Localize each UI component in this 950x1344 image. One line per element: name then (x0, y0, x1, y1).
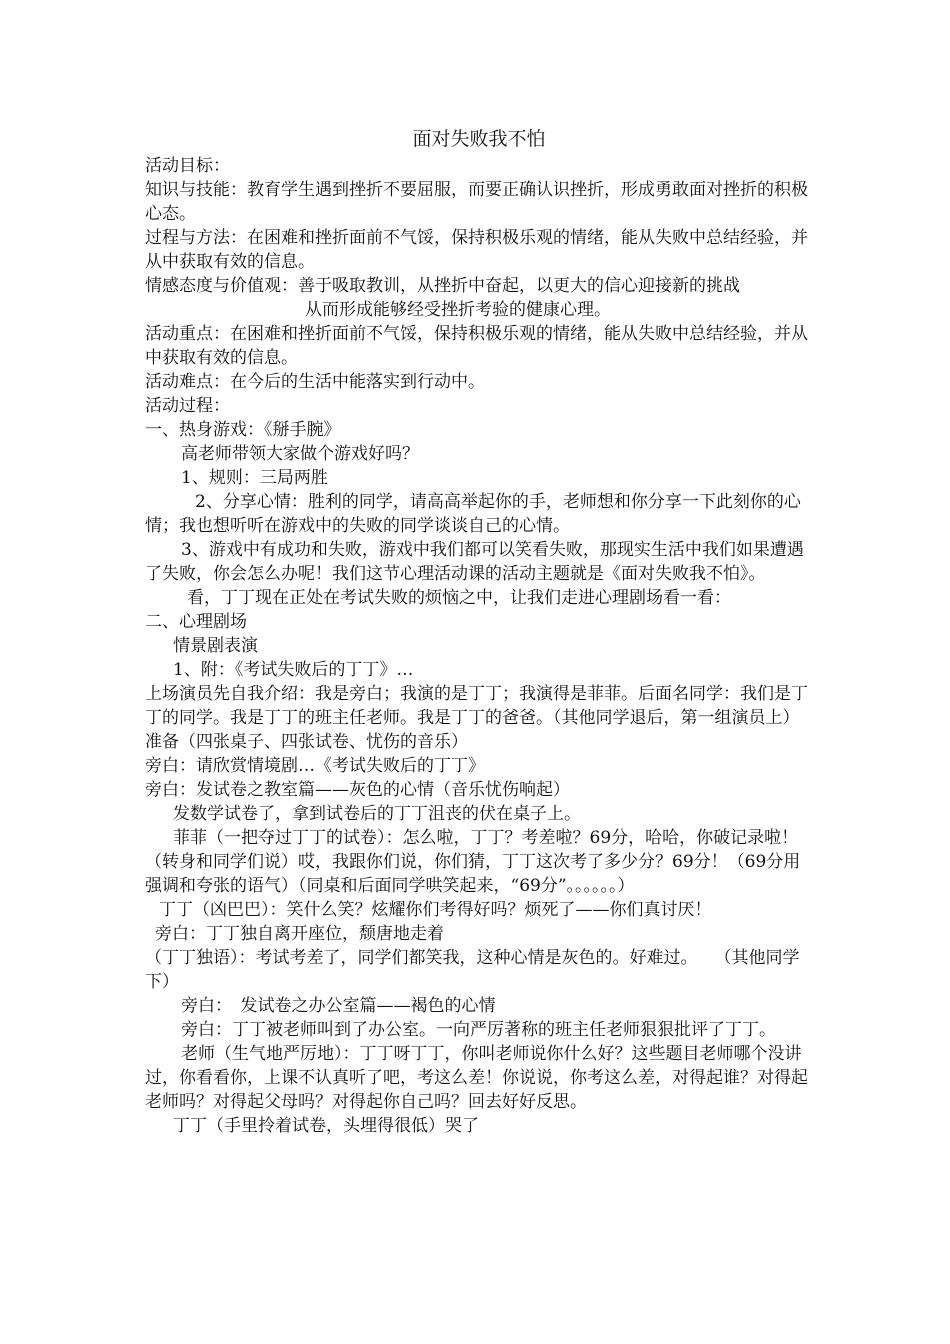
paragraph: 旁白： 发试卷之办公室篇——褐色的心情 (181, 996, 496, 1016)
list-item: 1、规则：三局两胜 (181, 468, 328, 488)
paragraph-continuation: 从而形成能够经受挫折考验的健康心理。 (305, 300, 611, 320)
paragraph: 老师（生气地严厉地）：丁丁呀丁丁，你叫老师说你什么好？这些题目老师哪个没讲过，你看看你，上课不认真听了吧，考这么差！你说说，你考这么差，对得起谁？对得起老师吗？对得起父母吗？对得起你自己吗？回去好好反思。 (145, 1044, 808, 1112)
document-page (145, 126, 813, 1138)
paragraph: 丁丁（凶巴巴）：笑什么笑？炫耀你们考得好吗？烦死了——你们真讨厌！ (159, 900, 712, 920)
paragraph: 活动难点：在今后的生活中能落实到行动中。 (145, 372, 485, 392)
paragraph: 高老师带领大家做个游戏好吗？ (181, 444, 419, 464)
paragraph: 知识与技能：教育学生遇到挫折不要屈服，而要正确认识挫折，形成勇敢面对挫折的积极心态。 (145, 180, 808, 224)
paragraph: （丁丁独语）：考试考差了，同学们都笑我，这种心情是灰色的。好难过。 （其他同学下） (145, 948, 800, 992)
section-heading: 一、热身游戏：《掰手腕》 (145, 420, 341, 440)
paragraph: 过程与方法：在困难和挫折面前不气馁，保持积极乐观的情绪，能从失败中总结经验，并从中获取有效的信息。 (145, 228, 808, 272)
list-item: 2、分享心情：胜利的同学，请高高举起你的手，老师想和你分享一下此刻你的心情；我也想听听在游戏中的失败的同学谈谈自己的心情。 (145, 492, 801, 536)
paragraph: 丁丁（手里拎着试卷，头埋得很低）哭了 (173, 1116, 479, 1136)
list-item: 3、游戏中有成功和失败，游戏中我们都可以笑看失败，那现实生活中我们如果遭遇了失败，你会怎么办呢！我们这节心理活动课的活动主题就是《面对失败我不怕》。 (145, 540, 804, 584)
paragraph: 上场演员先自我介绍：我是旁白；我演的是丁丁；我演得是菲菲。后面名同学：我们是丁丁的同学。我是丁丁的班主任老师。我是丁丁的爸爸。（其他同学退后，第一组演员上）准备（四张桌子、四张试卷、忧伤的音乐） (145, 684, 808, 752)
paragraph: 情感态度与价值观：善于吸取教训，从挫折中奋起，以更大的信心迎接新的挑战 (145, 276, 740, 296)
paragraph: 情景剧表演 (173, 636, 258, 656)
paragraph: 活动重点：在困难和挫折面前不气馁，保持积极乐观的情绪，能从失败中总结经验，并从中获取有效的信息。 (145, 324, 808, 368)
paragraph: 旁白：丁丁被老师叫到了办公室。一向严厉著称的班主任老师狠狠批评了丁丁。 (181, 1020, 776, 1040)
paragraph: 旁白：丁丁独自离开座位，颓唐地走着 (155, 924, 444, 944)
section-heading: 二、心理剧场 (145, 612, 247, 632)
paragraph: 看，丁丁现在正处在考试失败的烦恼之中，让我们走进心理剧场看一看： (187, 588, 731, 608)
list-item: 1、附：《考试失败后的丁丁》… (173, 660, 414, 680)
paragraph: 发数学试卷了，拿到试卷后的丁丁沮丧的伏在桌子上。 (173, 804, 581, 824)
paragraph: 旁白：发试卷之教室篇——灰色的心情（音乐忧伤响起） (145, 780, 570, 800)
section-heading: 活动过程： (145, 396, 230, 416)
paragraph: 旁白：请欣赏情境剧…《考试失败后的丁丁》 (145, 756, 485, 776)
document-title: 面对失败我不怕 (412, 128, 546, 150)
paragraph: 菲菲（一把夺过丁丁的试卷）：怎么啦，丁丁？考差啦？69分，哈哈，你破记录啦！（转身和同学们说）哎，我跟你们说，你们猜，丁丁这次考了多少分？69分！（69分用强调和夸张的语气）（同桌和后面同学哄笑起来，“69分”。。。。。。） (145, 828, 801, 896)
section-heading: 活动目标： (145, 156, 230, 176)
